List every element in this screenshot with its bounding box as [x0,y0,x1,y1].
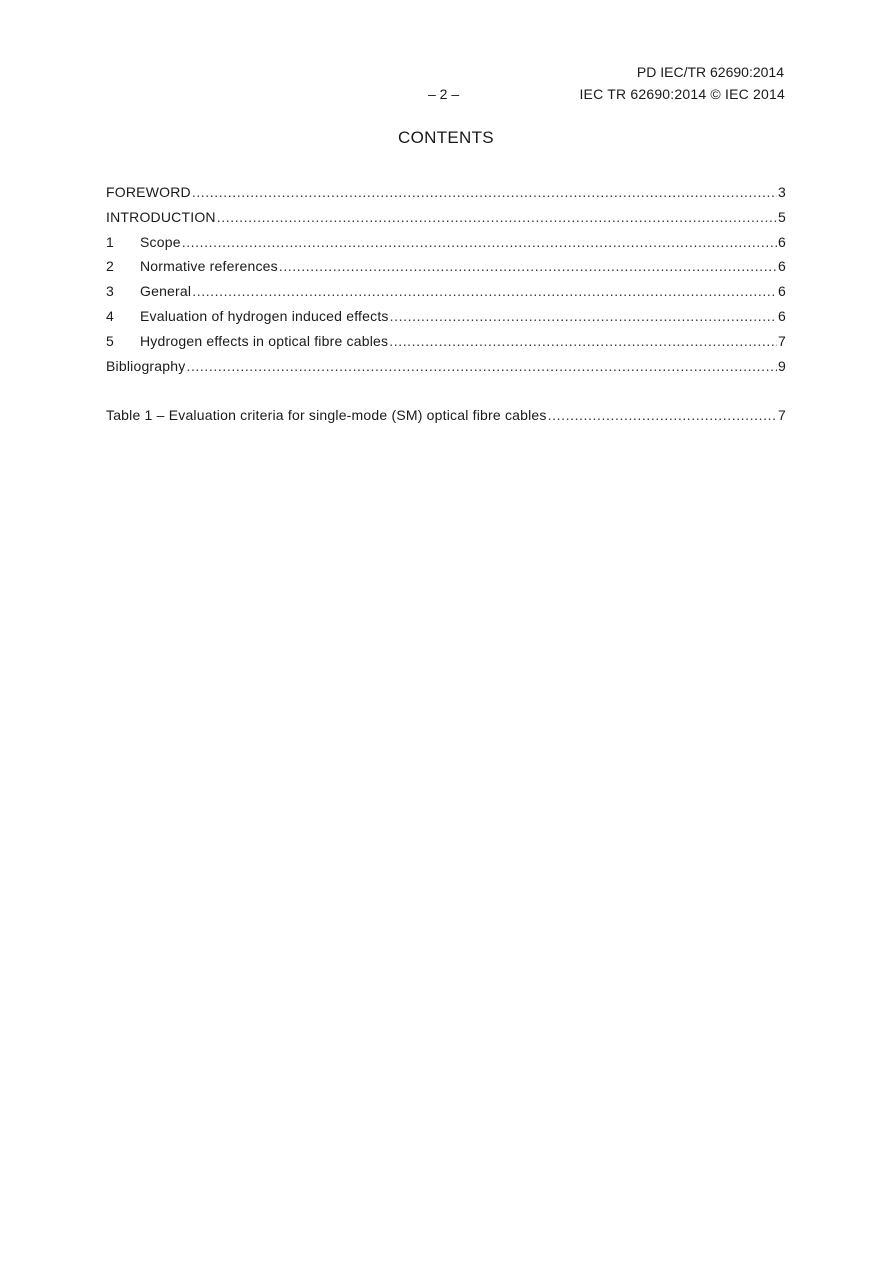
toc-entry-introduction[interactable] [106,208,786,233]
toc-entry-evaluation[interactable] [106,307,786,332]
toc-entry-page: 6 [778,233,786,250]
toc-entry-general[interactable] [106,282,786,307]
toc-entry-number: 2 [106,258,114,275]
toc-leader-dots [390,307,777,325]
contents-title: CONTENTS [398,128,494,147]
toc-entry-page: 6 [778,283,786,300]
toc-entry-normative-references[interactable] [106,257,786,282]
toc-entry-label: Normative references [140,258,278,275]
toc-entry-label: Bibliography [106,357,186,374]
header-document-id: PD IEC/TR 62690:2014 [636,64,784,80]
toc-entry-page: 6 [778,307,786,324]
toc-entry-label: Table 1 – Evaluation criteria for single-mode (SM) optical fibre cables [106,407,547,423]
toc-entry-label: Evaluation of hydrogen induced effects [140,307,389,324]
toc-entry-table-1[interactable] [106,406,786,431]
toc-entry-scope[interactable] [106,233,786,258]
toc-leader-dots [186,357,777,375]
toc-entry-page: 5 [778,208,786,225]
toc-leader-dots [192,183,777,201]
toc-entry-bibliography[interactable] [106,357,786,382]
toc-entry-number: 5 [106,332,114,349]
toc-leader-dots [548,406,777,424]
page-number: – 2 – [428,86,460,102]
toc-entry-page: 7 [778,332,786,349]
toc-leader-dots [192,282,777,300]
table-of-contents [106,183,786,381]
toc-entry-number: 3 [106,283,114,300]
list-of-tables [106,406,786,431]
toc-entry-label: General [140,283,192,300]
toc-entry-page: 3 [778,184,786,200]
toc-leader-dots [217,208,777,226]
toc-leader-dots [279,257,777,275]
toc-leader-dots [182,233,777,251]
toc-entry-number: 4 [106,307,114,324]
toc-entry-number: 1 [106,233,114,250]
toc-entry-hydrogen-effects[interactable] [106,332,786,357]
toc-entry-label: Hydrogen effects in optical fibre cables [140,332,389,349]
toc-leader-dots [389,332,777,350]
toc-entry-label: INTRODUCTION [106,208,216,225]
toc-entry-page: 7 [778,407,786,423]
toc-entry-foreword[interactable] [106,183,786,208]
toc-entry-label: Scope [140,233,181,250]
header-copyright: IEC TR 62690:2014 © IEC 2014 [579,86,785,102]
toc-entry-page: 9 [778,357,786,374]
toc-entry-label: FOREWORD [106,184,191,200]
toc-entry-page: 6 [778,258,786,275]
